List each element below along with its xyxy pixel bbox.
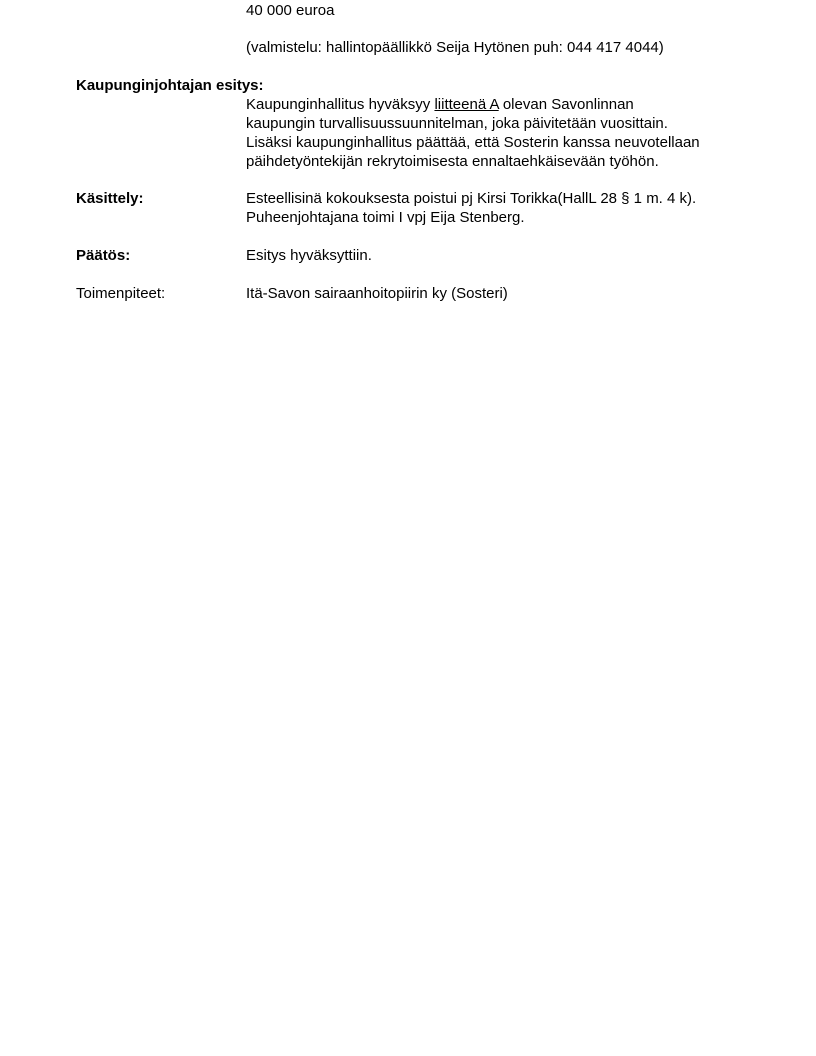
actions-heading: Toimenpiteet:	[76, 285, 166, 302]
proposal-heading: Kaupunginjohtajan esitys:	[76, 77, 264, 94]
actions-text: Itä-Savon sairaanhoitopiirin ky (Sosteri)	[246, 285, 508, 302]
proposal-line-1	[246, 95, 634, 114]
processing-line-2: Puheenjohtajana toimi I vpj Eija Stenberg.	[246, 209, 525, 226]
processing-line-1: Esteellisinä kokouksesta poistui pj Kirsi Torikka(HallL 28 § 1 m. 4 k).	[246, 190, 697, 207]
proposal-line-3: Lisäksi kaupunginhallitus päättää, että Sosterin kanssa neuvotellaan	[246, 134, 700, 151]
attachment-a-link[interactable]: liitteenä A	[434, 96, 499, 113]
proposal-line-4: päihdetyöntekijän rekrytoimisesta ennaltaehkäisevään työhön.	[246, 153, 659, 170]
proposal-line-1-start: Kaupunginhallitus hyväksyy	[246, 96, 435, 113]
preparer-text: (valmistelu: hallintopäällikkö Seija Hytönen puh: 044 417 4044)	[246, 39, 664, 56]
proposal-line-1-end: olevan Savonlinnan	[498, 96, 634, 113]
decision-text: Esitys hyväksyttiin.	[246, 247, 372, 264]
amount-text: 40 000 euroa	[246, 2, 335, 19]
decision-heading: Päätös:	[76, 247, 131, 264]
processing-heading: Käsittely:	[76, 190, 144, 207]
proposal-line-2: kaupungin turvallisuussuunnitelman, joka päivitetään vuosittain.	[246, 115, 668, 132]
